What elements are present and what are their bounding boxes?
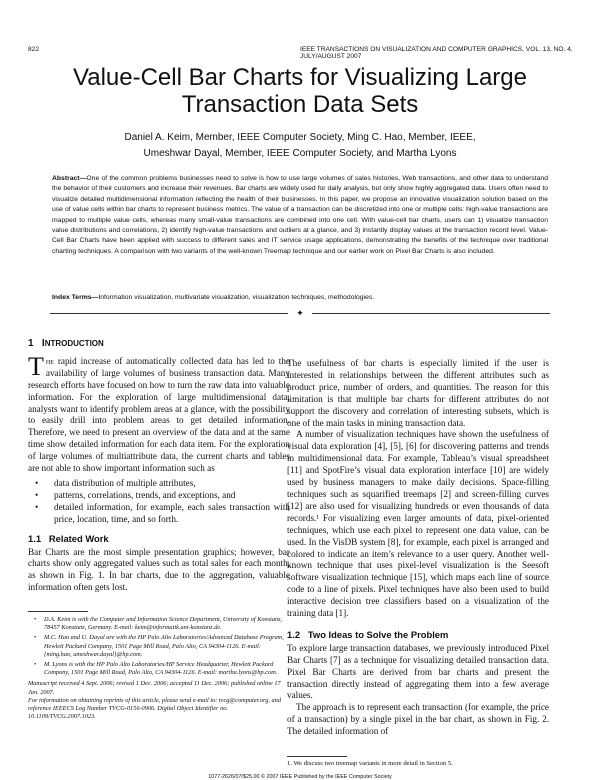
footnote-rule-right — [287, 756, 347, 757]
section-1-2-number: 1.2 — [287, 628, 301, 640]
authors-line-2: Umeshwar Dayal, Member, IEEE Computer Society, and Martha Lyons — [143, 148, 457, 159]
paragraph: The approach is to represent each transaction (for example, the price of a transaction) by a single pixel in the bar chart, as shown in Fig. 2. The detailed information of — [287, 702, 549, 737]
right-column — [287, 358, 549, 738]
index-terms-text: Information visualization, multivariate visualization, visualization techniques, methodologies. — [98, 294, 375, 301]
index-terms-label: Index Terms — [52, 294, 92, 301]
paragraph: To explore large transaction databases, we previously introduced Pixel Bar Charts [7] as a technique for visualizing detailed transaction data. Pixel Bar Charts are derived from bar charts and present the transaction directly instead of aggregating them into a few average values. — [287, 642, 549, 701]
footnote-affiliation: • M. Lyons is with the HP Palo Alto Laboratories/HP Service Headquarter, Hewlett Packard Company, 1501 Page Mill Road, Palo Alto, CA 94304-1126. E-mail: martha.lyons@hp.com. — [28, 661, 290, 677]
footnote-affiliation: • M.C. Hao and U. Dayal are with the HP Palo Alto Laboratories/Advanced Database Program, Hewlett Packard Company, 1501 Page Mill Road, Palo Alto, CA 94304-1126. E-mail: {ming.hao, umeshwar.dayal}@hp.com. — [28, 634, 290, 659]
section-1-1-heading — [28, 533, 290, 545]
section-1-1-number: 1.1 — [28, 532, 42, 544]
left-column — [28, 338, 290, 594]
section-1-2-title: Two Ideas to Solve the Problem — [307, 628, 449, 640]
journal-header: IEEE TRANSACTIONS ON VISUALIZATION AND COMPUTER GRAPHICS, VOL. 13, NO. 4, JULY/AUGUST 2007 — [300, 46, 573, 60]
author-list — [40, 130, 560, 162]
paragraph: A number of visualization techniques have shown the usefulness of visual data exploration [4], [5], [6] for discovering patterns and trends in multidimensional data. For example, Tableau’s visual spreadsheet [11] and SpotFire’s visual data exploration interface [10] are widely used by business managers to make daily decisions. Space-filling techniques such as squarified treemaps [2] and screen-filling curves [12] are also used for visualizing hundreds or even thousands of data records.¹ For visualizing even larger amounts of data, pixel-oriented techniques, which use each pixel to represent one data value, can be used. In the VisDB system [8], for example, each pixel is arranged and colored to indicate an item’s relevance to a user query. Another well-known technique that uses pixel-level visualization is the Seesoft software visualization technique [15], which maps each line of source code to a line of pixels. Pixel techniques have also been used to build interactive decision tree classifiers based on a visualization of the training data [1]. — [287, 429, 549, 619]
footnote-treemap: 1. We discuss two treemap variants in more detail in Section 5. — [287, 760, 453, 767]
list-item: • detailed information, for example, each sales transaction with price, location, time, and so forth. — [54, 502, 290, 526]
related-work-paragraph: Bar Charts are the most simple presentation graphics; however, bar charts show only aggregated values such as total sales for each month, as shown in Fig. 1. In bar charts, due to the aggregation, valuable information often gets lost. — [28, 546, 290, 593]
footnote-rule-left — [28, 611, 88, 612]
paragraph: The usefulness of bar charts is especially limited if the user is interested in relationships between the different attributes such as product price, number of orders, and quantities. The reason for this limitation is that multiple bar charts for different attributes do not support the discovery and correlation of interesting subsets, which is one of the main tasks in mining transaction data. — [287, 358, 549, 428]
page-number: 822 — [28, 46, 40, 53]
list-item: • patterns, correlations, trends, and exceptions, and — [54, 490, 290, 502]
lead-word: he — [45, 355, 54, 366]
section-1-2-heading — [287, 629, 549, 641]
list-item: • data distribution of multiple attributes, — [54, 478, 290, 490]
dropcap: T — [28, 351, 44, 381]
reprint-info: For information on obtaining reprints of this article, please send e-mail to: tvcg@computer.org, and reference IEEECS Log Number TVCG-0156-0906. Digital Object Identifier no. 10.1109/TVCG.2007.1023. — [28, 696, 281, 721]
manuscript-received: Manuscript received 4 Sept. 2006; revised 1 Dec. 2006; accepted 11 Dec. 2006; published online 17 Jan. 2007. — [28, 680, 281, 696]
abstract-label: Abstract — [52, 175, 80, 182]
divider-right — [312, 313, 550, 314]
copyright-line: 1077-2626/07/$25.00 © 2007 IEEE Published by the IEEE Computer Society — [208, 774, 392, 780]
section-1-title-first: I — [41, 338, 45, 349]
authors-line-1: Daniel A. Keim, Member, IEEE Computer Society, Ming C. Hao, Member, IEEE, — [124, 132, 476, 143]
section-1-number: 1 — [28, 338, 34, 349]
intro-text: rapid increase of automatically collected data has led to the availability of large volumes of business transaction data. Many research efforts have focused on how to turn the raw data into valuable information. For the exploration of large multidimensional data, analysts want to identify problem areas at a glance, with the possibility to easily drill into problem areas to get detailed information. Therefore, we need to present an overview of the data and at the same time show detailed information for each data item. For the exploration of large volumes of multiattribute data, the current charts and tables are not able to show important information such as — [28, 355, 290, 474]
footnote-affiliation: • D.A. Keim is with the Computer and Information Science Department, University of Konstanz, 78457 Konstanz, Germany. E-mail: keim@informatik.uni-konstanz.de. — [28, 616, 290, 632]
index-terms: Index Terms—Information visualization, multivariate visualization, visualization techniques, methodologies. — [52, 294, 375, 301]
divider-diamond-icon: ✦ — [296, 308, 304, 318]
paper-title: Value-Cell Bar Charts for Visualizing Large Transaction Data Sets — [73, 64, 527, 118]
abstract-text: One of the common problems businesses need to solve is how to use large volumes of sales histories, Web transactions, and other data to understand the behavior of their customers and increase their revenues. Bar charts are widely used for daily analysis, but only show highly aggregated data. Users often need to visualize detailed multidimensional information reflecting the health of their businesses. In this paper, we propose an innovative visualization solution based on the use of value cells within bar charts to represent business metrics. The value of a transaction can be discretized into one or multiple cells: high-value transactions are mapped to multiple value cells, whereas many small-value transactions are combined into one cell. With value-cell bar charts, users can 1) visualize transaction value distributions and correlations, 2) identify high-value transactions and outliers at a glance, and 3) instantly display values at the transaction record level. Value-Cell Bar Charts have been applied with success to different sales and IT service usage applications, demonstrating the benefits of the technique over traditional charting techniques. A comparison with two variants of the well-known Treemap technique and our earlier work on Pixel Bar Charts is also included. — [52, 175, 548, 255]
abstract: Abstract—One of the common problems businesses need to solve is how to use large volumes of sales histories, Web transactions, and other data to understand the behavior of their customers and increase their revenues. Bar charts are widely used for daily analysis, but only show highly aggregated data. Users often need to visualize detailed multidimensional information reflecting the health of their businesses. In this paper, we propose an innovative visualization solution based on the use of value cells within bar charts to represent business metrics. The value of a transaction can be discretized into one or multiple cells: high-value transactions are mapped to multiple value cells, whereas many small-value transactions are combined into one cell. With value-cell bar charts, users can 1) visualize transaction value distributions and correlations, 2) identify high-value transactions and outliers at a glance, and 3) instantly display values at the transaction record level. Value-Cell Bar Charts have been applied with success to different sales and IT service usage applications, demonstrating the benefits of the technique over traditional charting techniques. A comparison with two variants of the well-known Treemap technique and our earlier work on Pixel Bar Charts is also included. — [52, 175, 548, 255]
affiliation-footnotes — [28, 616, 290, 721]
intro-bullet-list — [28, 478, 290, 526]
intro-paragraph — [28, 351, 290, 475]
section-1-title-rest: NTRODUCTION — [44, 339, 104, 348]
section-1-1-title: Related Work — [48, 532, 109, 544]
section-1-heading — [28, 338, 290, 350]
divider-left — [50, 313, 288, 314]
